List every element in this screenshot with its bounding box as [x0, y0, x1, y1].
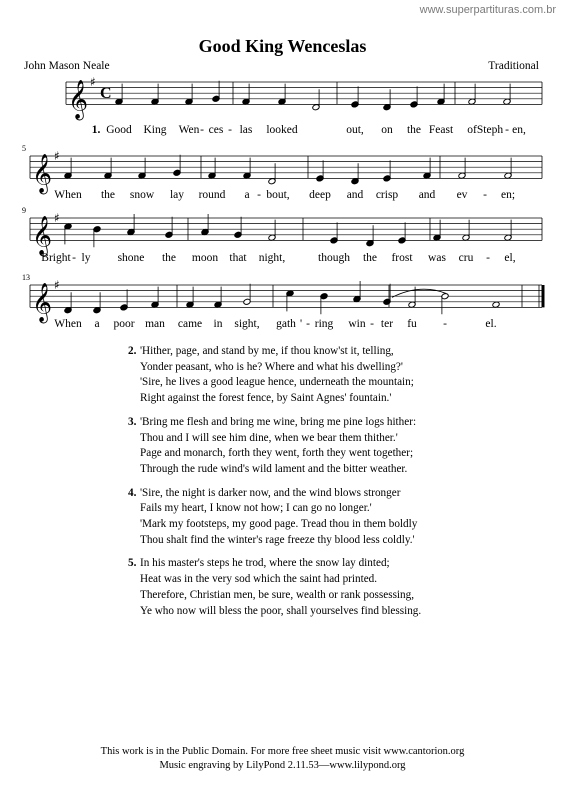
lyric-syllable: the	[161, 252, 177, 264]
lyric-syllable: en;	[500, 189, 516, 201]
lyric-syllable: that	[229, 252, 247, 264]
lyric-syllable: snow	[129, 189, 155, 201]
lyric-syllable: -	[72, 252, 76, 264]
lyric-syllable: man	[145, 318, 165, 330]
lyric-syllable: the	[100, 189, 116, 201]
lyric-syllable: -	[370, 318, 374, 330]
lyric-syllable: Bright	[41, 252, 71, 264]
lyric-syllable: -	[228, 124, 232, 136]
watermark: www.superpartituras.com.br	[419, 4, 556, 16]
lyric-syllable: poor	[113, 318, 135, 330]
lyric-syllable: on	[381, 124, 393, 136]
lyric-syllable: lay	[169, 189, 185, 201]
lyric-syllable: -	[306, 318, 310, 330]
verse	[128, 556, 458, 619]
lyric-syllable: Good	[106, 124, 132, 136]
verse-line: Therefore, Christian men, be sure, wealth or rank possessing,	[140, 588, 415, 601]
treble-clef: 𝄞	[68, 79, 89, 120]
lyric-syllable: and	[346, 189, 364, 201]
lyric-syllable: a	[94, 318, 100, 330]
treble-clef: 𝄞	[32, 215, 53, 256]
lyric-syllable: moon	[191, 252, 219, 264]
lyric-syllable: -	[486, 252, 490, 264]
verse-line: Fails my heart, I know not how; I can go no longer.'	[140, 502, 372, 515]
lyric-syllable: the	[362, 252, 378, 264]
lyric-syllable: a	[244, 189, 250, 201]
lyric-syllable: '	[299, 318, 303, 330]
lyric-syllable: of	[467, 124, 477, 136]
verses-block	[128, 344, 458, 627]
lyric-syllable: Steph	[476, 124, 504, 136]
verse	[128, 486, 458, 549]
lyric-syllable: en,	[512, 124, 526, 136]
verse-line: Yonder peasant, who is he? Where and what his dwelling?'	[140, 360, 403, 373]
lyric-syllable: came	[177, 318, 203, 330]
footer	[0, 745, 565, 773]
treble-clef: 𝄞	[32, 153, 53, 194]
lyric-syllable: When	[54, 318, 82, 330]
footer-license: This work is in the Public Domain. For more free sheet music visit www.cantorion.org	[100, 746, 465, 757]
lyric-syllable: cru	[458, 252, 474, 264]
verse-line: Through the rude wind's wild lament and the bitter weather.	[140, 462, 408, 475]
time-signature: C	[100, 85, 112, 102]
verse-line: Thou and I will see him dine, when we bear them thither.'	[140, 431, 398, 444]
verse	[128, 344, 458, 407]
lyric-syllable: fu	[407, 318, 417, 330]
treble-clef: 𝄞	[32, 282, 53, 323]
lyric-syllable: ly	[81, 252, 91, 264]
verse-line: In his master's steps he trod, where the snow lay dinted;	[140, 557, 390, 570]
verse	[128, 415, 458, 478]
lyric-syllable: bout,	[266, 189, 290, 201]
page-title: Good King Wenceslas	[198, 36, 367, 56]
lyric-syllable: -	[505, 124, 509, 136]
key-sharp: ♯	[54, 149, 60, 163]
lyric-syllable: -	[483, 189, 487, 201]
verse-line: 'Mark my footsteps, my good page. Tread thou in them boldly	[140, 518, 418, 531]
lyric-syllable: frost	[391, 252, 413, 264]
measure-number: 9	[22, 206, 26, 215]
lyric-syllable: round	[198, 189, 226, 201]
key-sharp: ♯	[54, 211, 60, 225]
verse-number: 3.	[128, 415, 137, 428]
verse-line: 'Hither, page, and stand by me, if thou know'st it, telling,	[140, 345, 394, 357]
lyric-syllable: las	[239, 124, 253, 136]
lyric-syllable: sight,	[234, 318, 260, 330]
verse-line: Heat was in the very sod which the saint had printed.	[140, 573, 378, 586]
verse-number: 2.	[128, 345, 137, 357]
lyric-syllable: ring	[314, 318, 334, 330]
lyric-syllable: night,	[258, 252, 286, 264]
composer-credit: Traditional	[488, 60, 539, 72]
lyric-syllable: el,	[504, 252, 516, 264]
lyric-syllable: though	[318, 252, 350, 264]
lyric-syllable: deep	[309, 189, 331, 201]
lyric-syllable: King	[143, 124, 167, 136]
measure-number: 13	[22, 273, 30, 282]
lyric-syllable: -	[257, 189, 261, 201]
lyric-syllable: ev	[456, 189, 468, 201]
lyric-syllable: win	[348, 318, 366, 330]
lyric-syllable: When	[54, 189, 82, 201]
measure-number: 5	[22, 144, 26, 153]
lyric-syllable: el.	[485, 318, 497, 330]
lyric-syllable: shone	[117, 252, 145, 264]
lyric-syllable: crisp	[375, 189, 399, 201]
verse-number: 4.	[128, 486, 137, 499]
lyric-syllable: gath	[276, 318, 296, 330]
lyric-syllable: ces	[208, 124, 224, 136]
lyric-syllable: ter	[380, 318, 394, 330]
music-score	[0, 0, 565, 340]
lyric-syllable: the	[406, 124, 422, 136]
lyric-syllable: 1.	[91, 124, 101, 136]
key-sharp: ♯	[54, 278, 60, 292]
lyric-syllable: -	[443, 318, 447, 330]
key-sharp: ♯	[90, 75, 96, 89]
lyric-syllable: out,	[346, 124, 364, 136]
lyric-syllable: was	[428, 252, 446, 264]
verse-line: 'Bring me flesh and bring me wine, bring me pine logs hither:	[140, 415, 417, 428]
lyric-syllable: -	[200, 124, 204, 136]
footer-engraving: Music engraving by LilyPond 2.11.53—www.lilypond.org	[159, 760, 406, 771]
verse-line: Thou shalt find the winter's rage freeze thy blood less coldly.'	[140, 533, 415, 546]
poet-credit: John Mason Neale	[24, 60, 110, 72]
lyric-syllable: and	[418, 189, 436, 201]
verse-line: Right against the forest fence, by Saint Agnes' fountain.'	[140, 392, 392, 405]
verse-line: 'Sire, he lives a good league hence, underneath the mountain;	[140, 376, 414, 389]
lyric-syllable: in	[213, 318, 223, 330]
verse-line: Ye who now will bless the poor, shall yourselves find blessing.	[140, 604, 422, 617]
lyric-syllable: Wen	[178, 124, 200, 136]
verse-number: 5.	[128, 557, 137, 570]
lyric-syllable: looked	[266, 124, 298, 136]
verse-line: Page and monarch, forth they went, forth they went together;	[140, 447, 414, 460]
lyric-syllable: Feast	[428, 124, 454, 136]
verse-line: 'Sire, the night is darker now, and the wind blows stronger	[140, 486, 401, 499]
